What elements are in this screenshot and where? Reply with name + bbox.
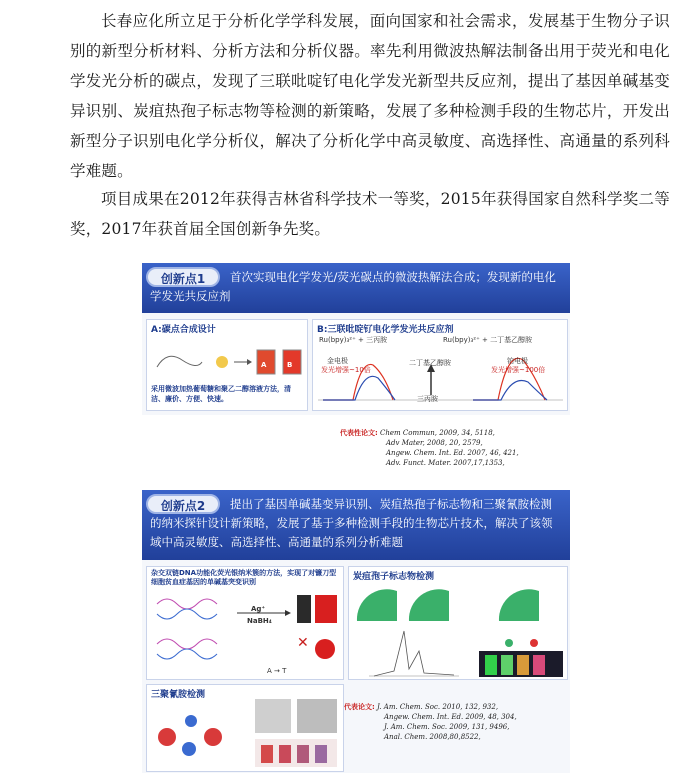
reagent-ag: Ag⁺: [251, 605, 266, 613]
panel2-ref-2: Angew. Chem. Int. Ed. 2009, 48, 304,: [384, 713, 517, 721]
dna-cluster-scheme: [147, 589, 343, 679]
innovation-panel-1: [142, 263, 570, 415]
subpanel-anthrax-spore: [348, 566, 568, 680]
innovation-badge-1: 创新点1: [146, 267, 220, 287]
subpanel-a-title: A:碳点合成设计: [151, 325, 216, 335]
innovation-banner-1: [142, 263, 570, 313]
subpanel-dna-silver-cluster: [146, 566, 344, 680]
intro-paragraph: 长春应化所立足于分析化学学科发展，面向国家和社会需求，发展基于生物分子识别的新型分析材料、分析方法和分析仪器。率先利用微波热解法制备出用于荧光和电化学发光分析的碳点，发现了三联吡啶钌电化学发光新型共反应剂，提出了基因单碱基变异识别、炭疽热孢子标志物等检测的新策略，发展了多种检测手段的生物芯片，开发出新型分子识别电化学分析仪，解决了分析化学中高灵敏度、高选择性、高通量的系列科学难题。: [70, 12, 670, 180]
pt-gain-label: 发光增强~100倍: [491, 366, 546, 374]
innovation-banner-text-2: 提出了基因单碱基变异识别、炭疽热孢子标志物和三聚氰胺检测的纳米探针设计新策略，发展了基于多种检测手段的生物芯片技术，解决了该领域中高灵敏度、高选择性、高通量的系列分析难题: [150, 497, 553, 549]
panel2-ref-1: J. Am. Chem. Soc. 2010, 132, 932,: [377, 703, 499, 711]
anthrax-detection-illustration: [349, 581, 567, 679]
gold-gain-label: 发光增强~10倍: [321, 366, 371, 374]
subpanel-ecl-coreactant: [312, 319, 568, 411]
panel1-refs-label: 代表性论文:: [340, 429, 378, 437]
reaction-right: Ru(bpy)₃²⁺ + 二丁基乙醇胺: [443, 336, 533, 344]
melamine-detection-illustration: [147, 697, 343, 769]
subpanel-c-title: 杂交双链DNA功能化荧光银纳米簇的方法，实现了对镰刀型细胞贫血症基因的单碱基突变识别: [151, 569, 337, 586]
vial-b-label: B: [287, 361, 293, 369]
innovation-badge-2: 创新点2: [146, 494, 220, 514]
subpanel-melamine: [146, 684, 344, 772]
panel2-refs-label: 代表论文:: [344, 703, 375, 711]
ecl-curve-plot: [313, 340, 567, 410]
award-paragraph: 项目成果在2012年获得吉林省科学技术一等奖，2015年获得国家自然科学奖二等奖，2017年获首届全国创新争先奖。: [70, 190, 670, 238]
subpanel-carbon-dot-synthesis: [146, 319, 308, 411]
carbon-dot-scheme-illustration: [147, 332, 307, 392]
innovation-banner-text-1: 首次实现电化学发光/荧光碳点的微波热解法合成；发现新的电化学发光共反应剂: [150, 270, 556, 303]
mutation-arrow-label: A → T: [267, 667, 287, 675]
panel1-ref-3: Angew. Chem. Int. Ed. 2007, 46, 421,: [386, 449, 519, 457]
tpa-label: 三丙胺: [417, 395, 438, 403]
panel2-references: [344, 702, 566, 742]
vial-a-label: A: [261, 361, 267, 369]
mismatch-cross-icon: ✕: [297, 635, 309, 651]
panel2-ref-3: J. Am. Chem. Soc. 2009, 131, 9496,: [384, 723, 510, 731]
innovation-panel-2: [142, 490, 570, 773]
reaction-left: Ru(bpy)₃²⁺ + 三丙胺: [319, 336, 388, 344]
panel1-ref-1: Chem Commun, 2009, 34, 5118,: [380, 429, 495, 437]
panel2-ref-4: Anal. Chem. 2008,80,8522,: [384, 733, 481, 741]
gold-electrode-label: 金电极: [327, 357, 348, 365]
dbae-label: 二丁基乙醇胺: [409, 359, 451, 367]
reagent-nabh4: NaBH₄: [247, 617, 272, 625]
panel1-ref-2: Adv Mater, 2008, 20, 2579,: [386, 439, 483, 447]
panel1-ref-4: Adv. Funct. Mater. 2007,17,1353,: [386, 459, 505, 467]
panel1-references: [340, 428, 580, 468]
subpanel-b-title: B:三联吡啶钌电化学发光共反应剂: [317, 325, 454, 335]
subpanel-e-title: 三聚氰胺检测: [151, 690, 206, 700]
subpanel-d-title: 炭疽孢子标志物检测: [353, 572, 435, 582]
innovation-banner-2: [142, 490, 570, 560]
pt-electrode-label: 铂电极: [507, 357, 528, 365]
subpanel-a-caption: 采用微波加热葡萄糖和聚乙二醇溶液方法，清洁、廉价、方便、快速。: [151, 385, 291, 403]
